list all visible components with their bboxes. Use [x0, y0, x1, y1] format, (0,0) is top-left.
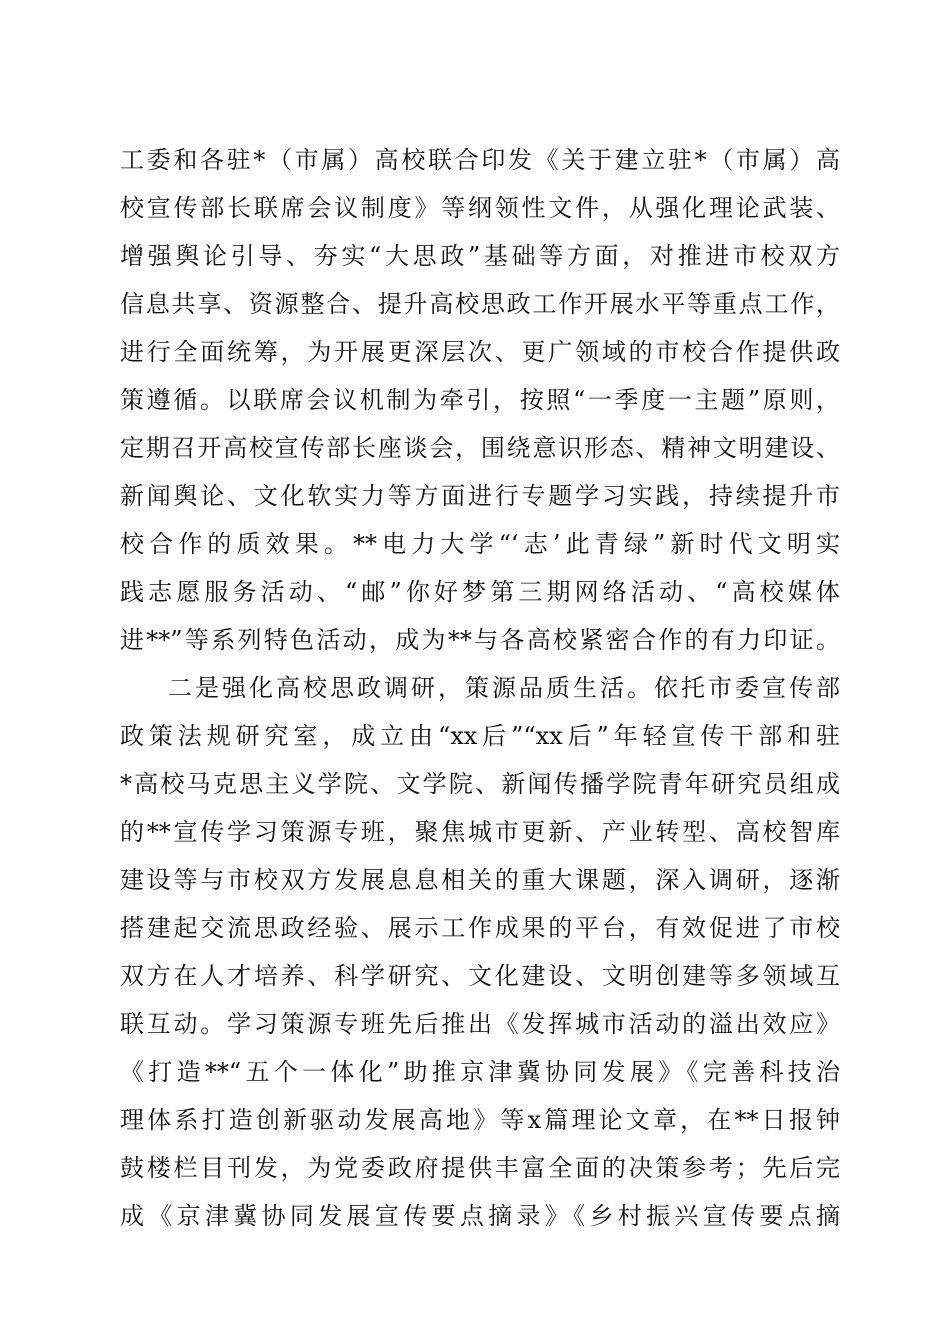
paragraph-1-line-11: 进**”等系列特色活动，成为**与各高校紧密合作的有力印证。 — [120, 626, 840, 654]
paragraph-1-line-9: 校合作的质效果。**电力大学“‘志’此青绿”新时代文明实 — [120, 530, 840, 558]
paragraph-1-line-5: 进行全面统筹，为开展更深层次、更广领域的市校合作提供政 — [120, 338, 840, 366]
paragraph-1-line-7: 定期召开高校宣传部长座谈会，围绕意识形态、精神文明建设、 — [120, 434, 840, 462]
paragraph-1-line-8: 新闻舆论、文化软实力等方面进行专题学习实践，持续提升市 — [120, 482, 840, 510]
paragraph-2-line-3: *高校马克思主义学院、文学院、新闻传播学院青年研究员组成 — [120, 770, 840, 798]
paragraph-1-line-6: 策遵循。以联席会议机制为牵引，按照“一季度一主题”原则， — [120, 386, 840, 414]
paragraph-1-line-4: 信息共享、资源整合、提升高校思政工作开展水平等重点工作， — [120, 290, 840, 318]
paragraph-2-line-10: 理体系打造创新驱动发展高地》等x篇理论文章，在**日报钟 — [120, 1106, 840, 1134]
paragraph-1-line-2: 校宣传部长联席会议制度》等纲领性文件，从强化理论武装、 — [120, 194, 840, 222]
paragraph-1-line-10: 践志愿服务活动、“邮”你好梦第三期网络活动、“高校媒体 — [120, 578, 840, 606]
paragraph-1-line-3: 增强舆论引导、夯实“大思政”基础等方面，对推进市校双方 — [120, 242, 840, 270]
paragraph-1-line-1: 工委和各驻*（市属）高校联合印发《关于建立驻*（市属）高 — [120, 146, 840, 174]
paragraph-2-line-2: 政策法规研究室，成立由“xx后”“xx后”年轻宣传干部和驻 — [120, 722, 840, 750]
paragraph-2-line-5: 建设等与市校双方发展息息相关的重大课题，深入调研，逐渐 — [120, 866, 840, 894]
paragraph-2-line-9: 《打造**“五个一体化”助推京津冀协同发展》《完善科技治 — [120, 1058, 840, 1086]
paragraph-2-line-4: 的**宣传学习策源专班，聚焦城市更新、产业转型、高校智库 — [120, 818, 840, 846]
paragraph-2-line-7: 双方在人才培养、科学研究、文化建设、文明创建等多领域互 — [120, 962, 840, 990]
paragraph-2-line-8: 联互动。学习策源专班先后推出《发挥城市活动的溢出效应》 — [120, 1010, 840, 1038]
paragraph-2-line-11: 鼓楼栏目刊发，为党委政府提供丰富全面的决策参考；先后完 — [120, 1154, 840, 1182]
paragraph-2-line-12: 成《京津冀协同发展宣传要点摘录》《乡村振兴宣传要点摘 — [120, 1202, 840, 1230]
paragraph-2-line-6: 搭建起交流思政经验、展示工作成果的平台，有效促进了市校 — [120, 914, 840, 942]
paragraph-2-line-1: 二是强化高校思政调研，策源品质生活。依托市委宣传部 — [168, 674, 840, 702]
